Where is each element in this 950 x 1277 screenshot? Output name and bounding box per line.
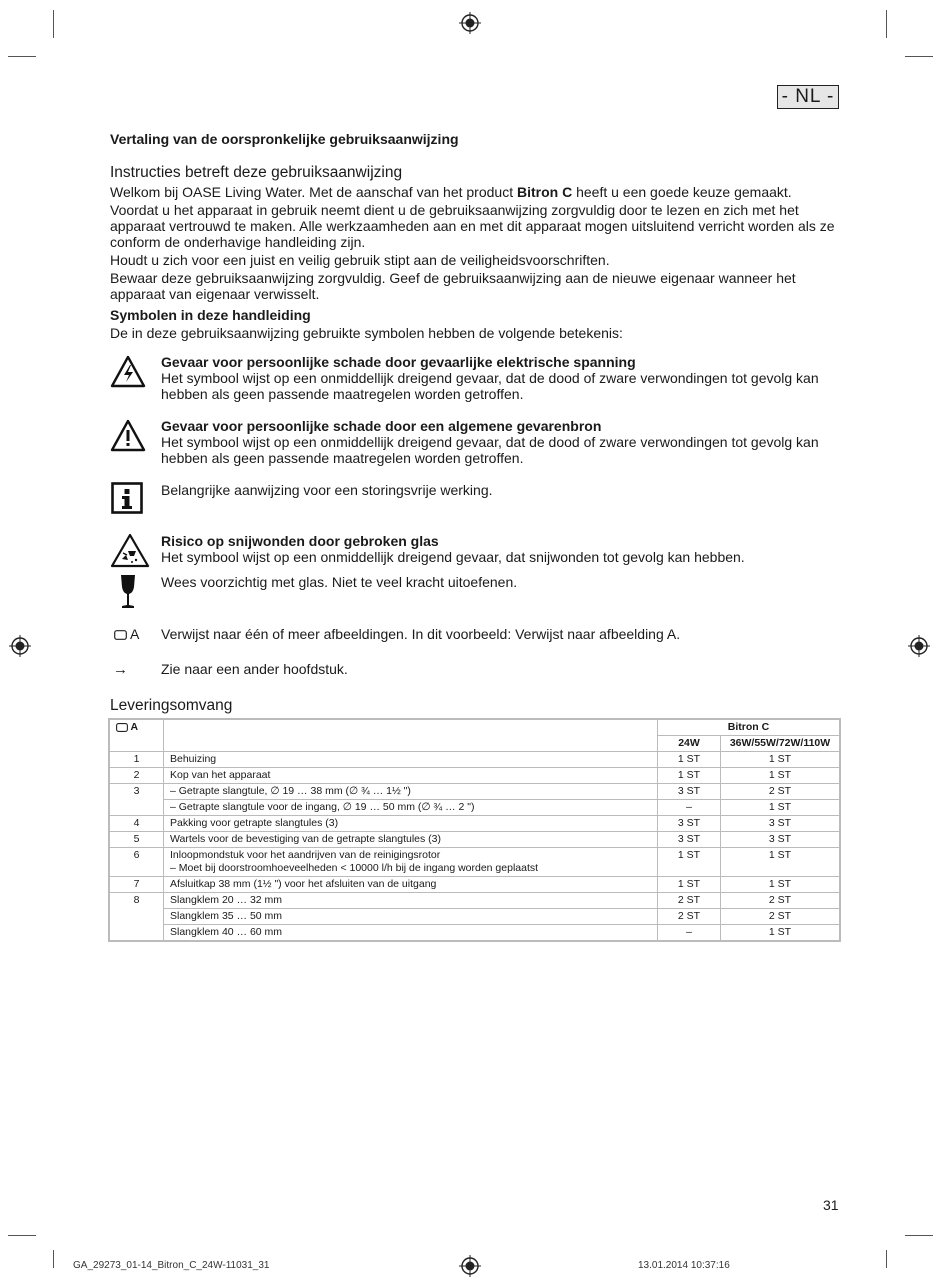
row-description: Pakking voor getrapte slangtules (3)	[164, 816, 658, 832]
row-qty-24w: 2 ST	[658, 893, 721, 909]
row-qty-36w: 1 ST	[721, 752, 841, 768]
fragile-glass-icon	[110, 574, 146, 610]
table-header-row	[109, 719, 840, 736]
crop-mark	[8, 56, 36, 57]
symbol-desc: Het symbool wijst op een onmiddellijk dreigend gevaar, dat de dood of zware verwondingen tot gevolg kan hebben als geen passende maatregelen worden getroffen.	[161, 434, 819, 466]
language-badge: - NL -	[777, 85, 839, 109]
symbol-desc: Het symbool wijst op een onmiddellijk dreigend gevaar, dat de dood of zware verwondingen tot gevolg kan hebben als geen passende maatregelen worden getroffen.	[161, 370, 819, 402]
broken-glass-icon	[110, 533, 150, 569]
symbol-desc: Het symbool wijst op een onmiddellijk dreigend gevaar, dat snijwonden tot gevolg kan hebben.	[161, 549, 745, 565]
table-row	[109, 832, 840, 848]
electric-hazard-icon	[110, 354, 146, 390]
table-row	[109, 768, 840, 784]
figure-frame-icon	[114, 630, 127, 640]
symbol-desc: Belangrijke aanwijzing voor een storingsvrije werking.	[161, 482, 493, 498]
crop-mark	[8, 1235, 36, 1236]
symbol-row-fragile	[110, 574, 840, 610]
header-ref: A	[109, 719, 164, 752]
row-qty-36w: 2 ST	[721, 784, 841, 800]
symbol-title: Gevaar voor persoonlijke schade door gevaarlijke elektrische spanning	[161, 354, 636, 370]
table-row	[109, 893, 840, 909]
row-qty-24w: 1 ST	[658, 768, 721, 784]
row-qty-24w: –	[658, 925, 721, 942]
symbol-row-broken-glass	[110, 533, 840, 569]
registration-mark-icon	[459, 12, 481, 34]
row-qty-36w: 1 ST	[721, 800, 841, 816]
header-col-36w: 36W/55W/72W/110W	[721, 736, 841, 752]
info-icon	[110, 481, 146, 517]
row-qty-24w: 1 ST	[658, 877, 721, 893]
symbol-row-electric	[110, 354, 840, 404]
header-col-24w: 24W	[658, 736, 721, 752]
keep-manual-paragraph: Bewaar deze gebruiksaanwijzing zorgvuldig. Geef de gebruiksaanwijzing aan de nieuwe eigenaar wanneer het apparaat van eigenaar verwisselt.	[110, 270, 796, 302]
row-number: 2	[109, 768, 164, 784]
registration-mark-icon	[908, 635, 930, 657]
row-qty-24w: 1 ST	[658, 848, 721, 877]
row-description: Slangklem 40 … 60 mm	[164, 925, 658, 942]
table-row	[109, 816, 840, 832]
row-qty-24w: 3 ST	[658, 784, 721, 800]
figure-ref-desc: Verwijst naar één of meer afbeeldingen. In dit voorbeeld: Verwijst naar afbeelding A.	[161, 626, 681, 642]
crop-mark	[53, 10, 54, 38]
row-number: 3	[109, 784, 164, 816]
row-qty-36w: 2 ST	[721, 909, 841, 925]
symbols-intro: De in deze gebruiksaanwijzing gebruikte symbolen hebben de volgende betekenis:	[110, 325, 623, 341]
symbol-desc: Wees voorzichtig met glas. Niet te veel kracht uitoefenen.	[161, 574, 518, 590]
row-qty-36w: 3 ST	[721, 816, 841, 832]
row-qty-36w: 1 ST	[721, 768, 841, 784]
scope-table	[108, 718, 841, 942]
footer-file: GA_29273_01-14_Bitron_C_24W-11031_31	[73, 1260, 270, 1271]
row-number: 8	[109, 893, 164, 942]
arrow-icon: →	[113, 661, 128, 678]
table-row	[109, 752, 840, 768]
registration-mark-icon	[9, 635, 31, 657]
row-qty-24w: 1 ST	[658, 752, 721, 768]
row-number: 4	[109, 816, 164, 832]
footer-date: 13.01.2014 10:37:16	[638, 1260, 730, 1271]
row-qty-36w: 1 ST	[721, 848, 841, 877]
crop-mark	[53, 1250, 54, 1268]
row-description: – Getrapte slangtule voor de ingang, ∅ 19 … 50 mm (∅ ¾ … 2 ")	[164, 800, 658, 816]
row-number: 1	[109, 752, 164, 768]
row-qty-24w: 3 ST	[658, 832, 721, 848]
scope-title: Leveringsomvang	[110, 697, 233, 714]
symbol-title: Risico op snijwonden door gebroken glas	[161, 533, 439, 549]
crop-mark	[886, 10, 887, 38]
figure-ref-label: A	[114, 626, 139, 642]
symbol-row-info	[110, 482, 840, 518]
page-heading: Vertaling van de oorspronkelijke gebruiksaanwijzing	[110, 131, 459, 147]
row-description: Kop van het apparaat	[164, 768, 658, 784]
product-name: Bitron C	[516, 184, 573, 200]
header-product: Bitron C	[658, 719, 841, 736]
table-row	[109, 848, 840, 877]
row-description: – Getrapte slangtule, ∅ 19 … 38 mm (∅ ¾ … 1½ ")	[164, 784, 658, 800]
general-hazard-icon	[110, 418, 146, 454]
crop-mark	[886, 1250, 887, 1268]
row-description: Wartels voor de bevestiging van de getrapte slangtules (3)	[164, 832, 658, 848]
crop-mark	[905, 1235, 933, 1236]
instructions-paragraph: Voordat u het apparaat in gebruik neemt dient u de gebruiksaanwijzing zorgvuldig door te lezen en zich met het apparaat vertrouwd te maken. Alle werkzaamheden aan en met dit apparaat mogen uitsluitend verricht worden als ze conform de onderhavige handleiding zijn.	[110, 202, 835, 250]
figure-frame-icon	[116, 723, 128, 732]
row-qty-24w: 2 ST	[658, 909, 721, 925]
row-description: Behuizing	[164, 752, 658, 768]
row-number: 5	[109, 832, 164, 848]
row-description: Slangklem 20 … 32 mm	[164, 893, 658, 909]
symbol-title: Gevaar voor persoonlijke schade door een algemene gevarenbron	[161, 418, 602, 434]
table-row	[109, 909, 840, 925]
row-qty-36w: 3 ST	[721, 832, 841, 848]
row-number: 7	[109, 877, 164, 893]
instructions-title: Instructies betreft deze gebruiksaanwijzing	[110, 164, 403, 181]
table-row	[109, 925, 840, 942]
row-qty-36w: 1 ST	[721, 877, 841, 893]
table-row	[109, 800, 840, 816]
row-number: 6	[109, 848, 164, 877]
row-description: Slangklem 35 … 50 mm	[164, 909, 658, 925]
row-qty-36w: 2 ST	[721, 893, 841, 909]
symbols-title: Symbolen in deze handleiding	[110, 307, 311, 323]
symbol-row-general	[110, 418, 840, 468]
row-qty-36w: 1 ST	[721, 925, 841, 942]
arrow-desc: Zie naar een ander hoofdstuk.	[161, 661, 348, 677]
crop-mark	[905, 56, 933, 57]
row-qty-24w: –	[658, 800, 721, 816]
safety-paragraph: Houdt u zich voor een juist en veilig gebruik stipt aan de veiligheidsvoorschriften.	[110, 252, 610, 268]
table-row	[109, 877, 840, 893]
row-description: Inloopmondstuk voor het aandrijven van de reinigingsrotor – Moet bij doorstroomhoeveelheden < 10000 l/h bij de ingang worden geplaatst	[164, 848, 658, 877]
header-desc	[164, 719, 658, 752]
page-number: 31	[823, 1197, 839, 1213]
registration-mark-icon	[459, 1255, 481, 1277]
welcome-paragraph: Welkom bij OASE Living Water. Met de aanschaf van het product Bitron C heeft u een goede keuze gemaakt.	[110, 184, 792, 200]
row-qty-24w: 3 ST	[658, 816, 721, 832]
row-description: Afsluitkap 38 mm (1½ ") voor het afsluiten van de uitgang	[164, 877, 658, 893]
table-row	[109, 784, 840, 800]
